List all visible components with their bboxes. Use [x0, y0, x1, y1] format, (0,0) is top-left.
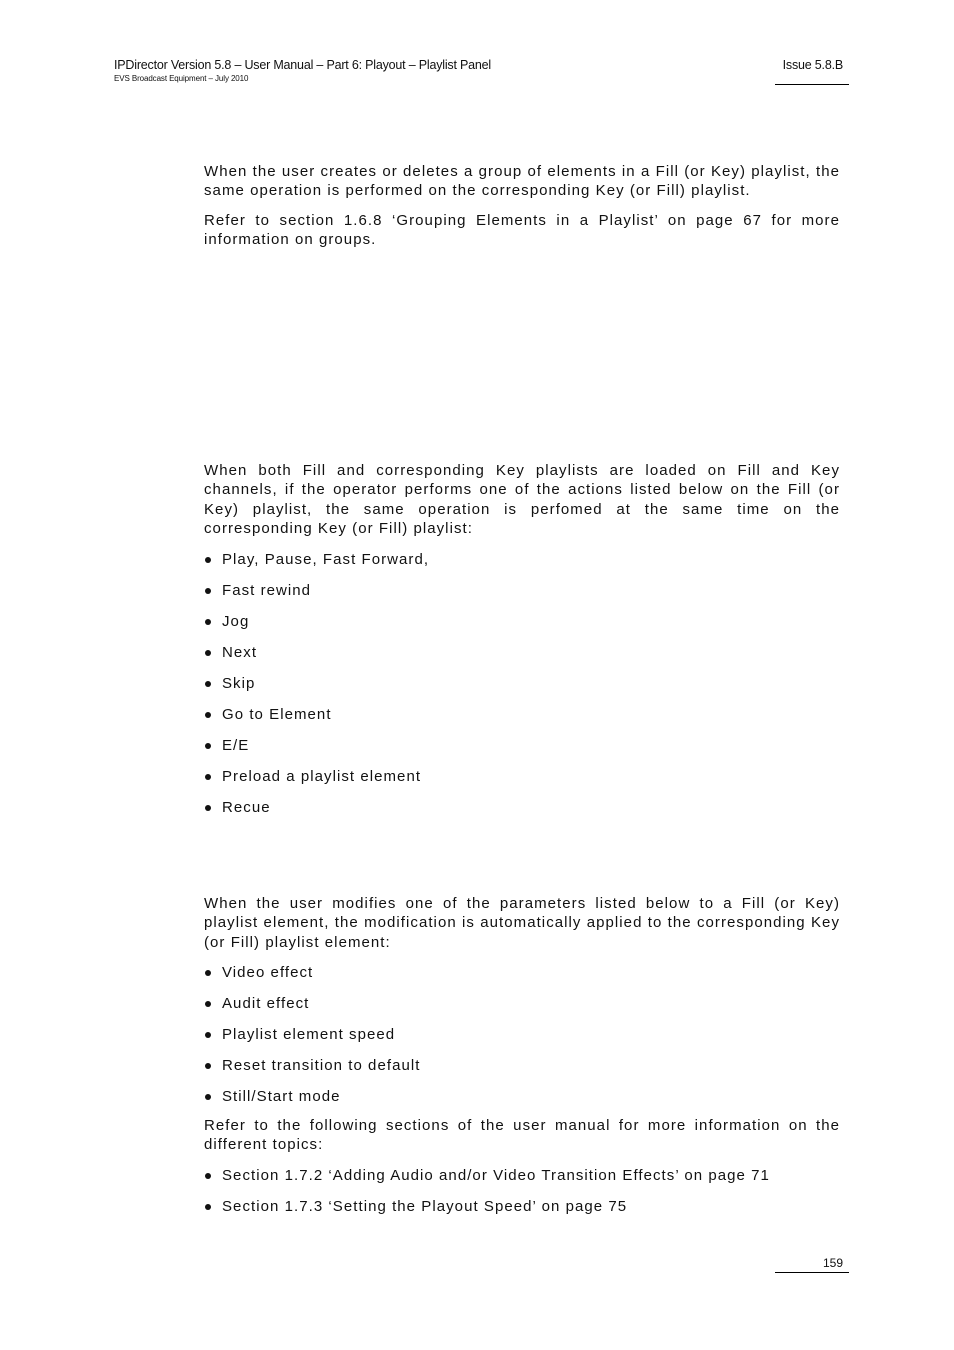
list-item: [204, 643, 844, 674]
list-item: [204, 963, 844, 994]
bullet-icon: [205, 1094, 211, 1100]
bullet-icon: [205, 681, 211, 687]
actions-list: [204, 550, 844, 829]
list-item: [204, 798, 844, 829]
header-title: IPDirector Version 5.8 – User Manual – Part 6: Playout – Playlist Panel: [114, 58, 491, 72]
bullet-icon: [205, 970, 211, 976]
bullet-icon: [205, 650, 211, 656]
parameters-list: [204, 963, 844, 1118]
list-item: [204, 674, 844, 705]
list-item-text: Still/Start mode: [222, 1088, 341, 1105]
list-item: [204, 550, 844, 581]
bullet-icon: [205, 1204, 211, 1210]
list-item-text: Reset transition to default: [222, 1057, 421, 1074]
list-item: [204, 1166, 844, 1197]
list-item: [204, 1025, 844, 1056]
actions-intro-paragraph: When both Fill and corresponding Key playlists are loaded on Fill and Key channels, if the operator performs one of the actions listed below on the Fill (or Key) playlist, the same operation is perfomed at the same time on the corresponding Key (or Fill) playlist:: [204, 462, 840, 537]
groups-paragraph: When the user creates or deletes a group of elements in a Fill (or Key) playlist, the same operation is performed on the corresponding Key (or Fill) playlist.: [204, 163, 840, 200]
parameters-refer-paragraph: Refer to the following sections of the user manual for more information on the different topics:: [204, 1117, 840, 1154]
list-item-text: Fast rewind: [222, 582, 312, 599]
list-item: [204, 767, 844, 798]
reference-text: Section 1.7.3 ‘Setting the Playout Speed’ on page 75: [222, 1198, 628, 1215]
list-item-text: Playlist element speed: [222, 1026, 396, 1043]
list-item: [204, 581, 844, 612]
bullet-icon: [205, 1173, 211, 1179]
list-item: [204, 1197, 844, 1228]
header-subtitle: EVS Broadcast Equipment – July 2010: [114, 74, 249, 83]
reference-text: Section 1.7.2 ‘Adding Audio and/or Video Transition Effects’ on page 71: [222, 1167, 770, 1184]
bullet-icon: [205, 774, 211, 780]
list-item-text: Go to Element: [222, 706, 332, 723]
list-item: [204, 705, 844, 736]
page-number: 159: [822, 1256, 843, 1270]
list-item: [204, 994, 844, 1025]
bullet-icon: [205, 619, 211, 625]
header-rule: [775, 84, 849, 85]
bullet-icon: [205, 805, 211, 811]
bullet-icon: [205, 1001, 211, 1007]
bullet-icon: [205, 588, 211, 594]
list-item-text: Preload a playlist element: [222, 768, 422, 785]
list-item: [204, 612, 844, 643]
bullet-icon: [205, 743, 211, 749]
list-item-text: Play, Pause, Fast Forward,: [222, 551, 430, 568]
list-item: [204, 1056, 844, 1087]
bullet-icon: [205, 1032, 211, 1038]
groups-refer-paragraph: Refer to section 1.6.8 ‘Grouping Elements in a Playlist’ on page 67 for more information on groups.: [204, 212, 840, 249]
list-item: [204, 736, 844, 767]
list-item-text: Recue: [222, 799, 271, 816]
bullet-icon: [205, 557, 211, 563]
header-issue: Issue 5.8.B: [782, 58, 843, 72]
bullet-icon: [205, 712, 211, 718]
list-item-text: E/E: [222, 737, 250, 754]
list-item-text: Audit effect: [222, 995, 310, 1012]
list-item-text: Next: [222, 644, 258, 661]
references-list: [204, 1166, 844, 1228]
list-item: [204, 1087, 844, 1118]
bullet-icon: [205, 1063, 211, 1069]
list-item-text: Skip: [222, 675, 256, 692]
list-item-text: Jog: [222, 613, 250, 630]
footer-rule: [775, 1272, 849, 1273]
list-item-text: Video effect: [222, 964, 314, 981]
parameters-intro-paragraph: When the user modifies one of the parameters listed below to a Fill (or Key) playlist element, the modification is automatically applied to the corresponding Key (or Fill) playlist element:: [204, 895, 840, 951]
